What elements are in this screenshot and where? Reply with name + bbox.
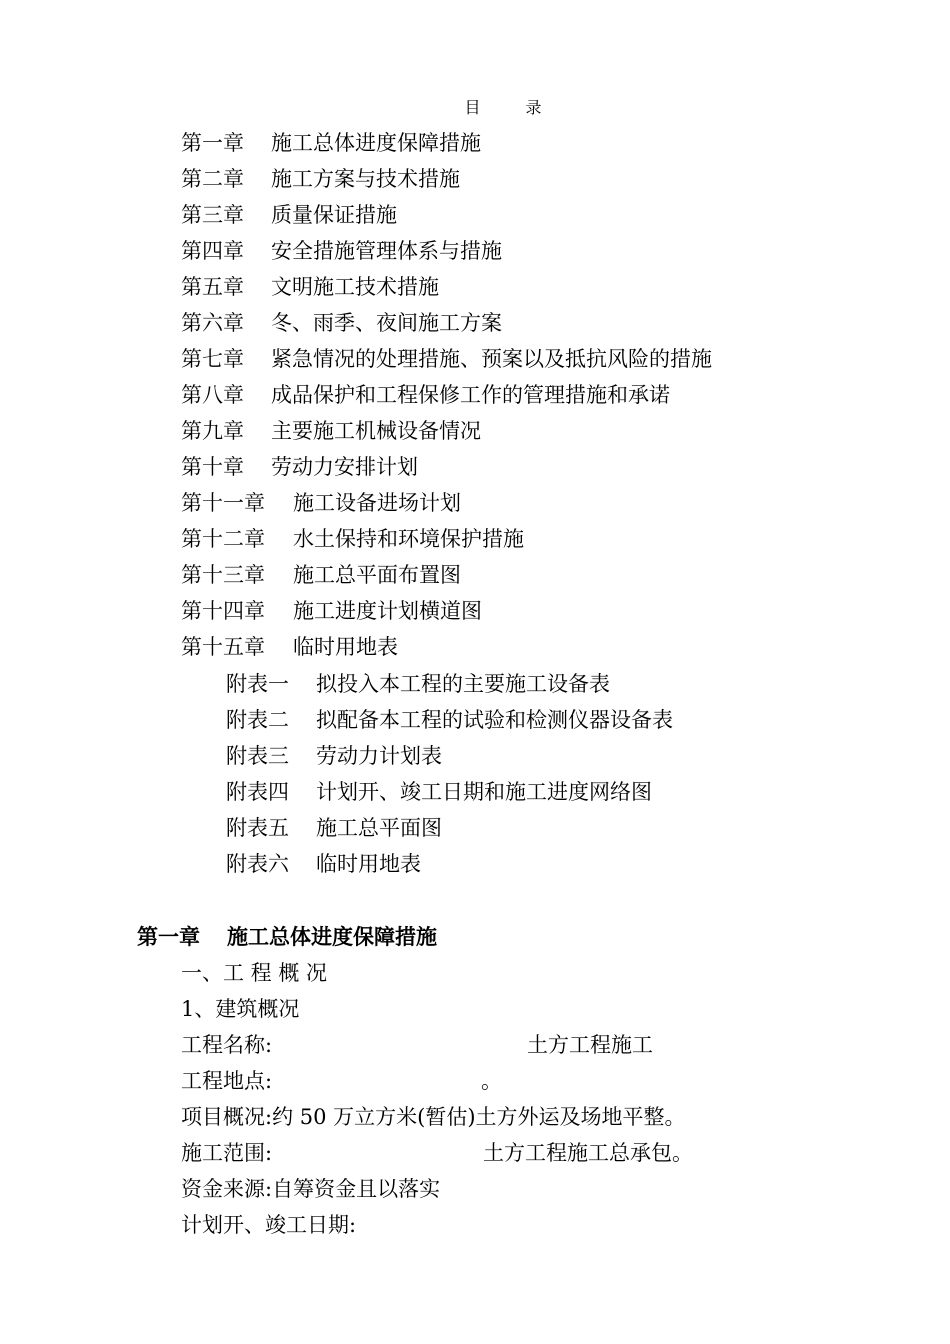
toc-appendix-title: 施工总平面图 bbox=[316, 816, 442, 840]
toc-item-number: 第十一章 bbox=[181, 491, 265, 515]
toc-item-title: 劳动力安排计划 bbox=[271, 455, 418, 479]
toc-item-number: 第十章 bbox=[181, 455, 244, 479]
toc-item-title: 成品保护和工程保修工作的管理措施和承诺 bbox=[271, 383, 670, 407]
toc-appendix-number: 附表五 bbox=[226, 816, 289, 840]
toc-appendix-item[interactable] bbox=[226, 742, 442, 770]
toc-item-number: 第八章 bbox=[181, 383, 244, 407]
toc-item[interactable] bbox=[181, 237, 502, 265]
toc-item-number: 第十五章 bbox=[181, 635, 265, 659]
toc-appendix-item[interactable] bbox=[226, 850, 421, 878]
toc-appendix-title: 拟配备本工程的试验和检测仪器设备表 bbox=[316, 708, 673, 732]
chapter-heading-title: 施工总体进度保障措施 bbox=[227, 925, 437, 949]
toc-item-number: 第三章 bbox=[181, 203, 244, 227]
toc-item-title: 水土保持和环境保护措施 bbox=[293, 527, 524, 551]
toc-item[interactable] bbox=[181, 345, 712, 373]
toc-appendix-number: 附表一 bbox=[226, 672, 289, 696]
toc-title: 目 录 bbox=[464, 98, 562, 117]
toc-item-number: 第二章 bbox=[181, 167, 244, 191]
project-name-label: 工程名称: bbox=[181, 1033, 273, 1057]
project-overview: 项目概况:约 50 万立方米(暂估)土方外运及场地平整。 bbox=[181, 1105, 686, 1129]
toc-appendix-number: 附表六 bbox=[226, 852, 289, 876]
toc-appendix-number: 附表四 bbox=[226, 780, 289, 804]
toc-item[interactable] bbox=[181, 165, 460, 193]
toc-item-number: 第一章 bbox=[181, 131, 244, 155]
toc-item-title: 施工设备进场计划 bbox=[293, 491, 461, 515]
toc-item-title: 施工进度计划横道图 bbox=[293, 599, 482, 623]
subsection-heading: 1、建筑概况 bbox=[181, 997, 300, 1021]
toc-appendix-title: 计划开、竣工日期和施工进度网络图 bbox=[316, 780, 652, 804]
chapter-heading-number: 第一章 bbox=[137, 925, 200, 949]
toc-item-title: 安全措施管理体系与措施 bbox=[271, 239, 502, 263]
project-name-value: 土方工程施工 bbox=[527, 1033, 653, 1057]
toc-appendix-title: 拟投入本工程的主要施工设备表 bbox=[316, 672, 610, 696]
toc-item[interactable] bbox=[181, 633, 398, 661]
chapter-heading bbox=[137, 923, 437, 951]
toc-item-title: 施工方案与技术措施 bbox=[271, 167, 460, 191]
toc-item-number: 第五章 bbox=[181, 275, 244, 299]
toc-item-number: 第六章 bbox=[181, 311, 244, 335]
scope-label: 施工范围: bbox=[181, 1141, 273, 1165]
toc-appendix-item[interactable] bbox=[226, 670, 610, 698]
toc-item-number: 第七章 bbox=[181, 347, 244, 371]
project-location-label: 工程地点: bbox=[181, 1069, 273, 1093]
toc-item-title: 施工总体进度保障措施 bbox=[271, 131, 481, 155]
toc-item-title: 施工总平面布置图 bbox=[293, 563, 461, 587]
toc-appendix-item[interactable] bbox=[226, 706, 673, 734]
toc-appendix-title: 劳动力计划表 bbox=[316, 744, 442, 768]
toc-item-title: 文明施工技术措施 bbox=[271, 275, 439, 299]
toc-item-title: 临时用地表 bbox=[293, 635, 398, 659]
toc-item-number: 第十四章 bbox=[181, 599, 265, 623]
toc-item[interactable] bbox=[181, 453, 418, 481]
schedule-label: 计划开、竣工日期: bbox=[181, 1213, 357, 1237]
toc-item-number: 第十二章 bbox=[181, 527, 265, 551]
toc-item-title: 主要施工机械设备情况 bbox=[271, 419, 481, 443]
toc-item[interactable] bbox=[181, 597, 482, 625]
toc-appendix-number: 附表三 bbox=[226, 744, 289, 768]
toc-item[interactable] bbox=[181, 381, 670, 409]
project-location-value: 。 bbox=[481, 1069, 502, 1093]
toc-item[interactable] bbox=[181, 561, 461, 589]
toc-item-number: 第四章 bbox=[181, 239, 244, 263]
section-heading: 一、工 程 概 况 bbox=[181, 961, 328, 985]
toc-item-title: 冬、雨季、夜间施工方案 bbox=[271, 311, 502, 335]
toc-item[interactable] bbox=[181, 489, 461, 517]
toc-item[interactable] bbox=[181, 417, 481, 445]
toc-appendix-item[interactable] bbox=[226, 814, 442, 842]
scope-value: 土方工程施工总承包。 bbox=[483, 1141, 693, 1165]
funding-source: 资金来源:自筹资金且以落实 bbox=[181, 1177, 441, 1201]
toc-appendix-number: 附表二 bbox=[226, 708, 289, 732]
toc-item-title: 质量保证措施 bbox=[271, 203, 397, 227]
toc-item[interactable] bbox=[181, 129, 481, 157]
toc-appendix-item[interactable] bbox=[226, 778, 652, 806]
toc-item[interactable] bbox=[181, 273, 439, 301]
toc-item-number: 第十三章 bbox=[181, 563, 265, 587]
toc-item[interactable] bbox=[181, 525, 524, 553]
toc-item[interactable] bbox=[181, 201, 397, 229]
toc-appendix-title: 临时用地表 bbox=[316, 852, 421, 876]
toc-item-number: 第九章 bbox=[181, 419, 244, 443]
toc-item-title: 紧急情况的处理措施、预案以及抵抗风险的措施 bbox=[271, 347, 712, 371]
toc-item[interactable] bbox=[181, 309, 502, 337]
